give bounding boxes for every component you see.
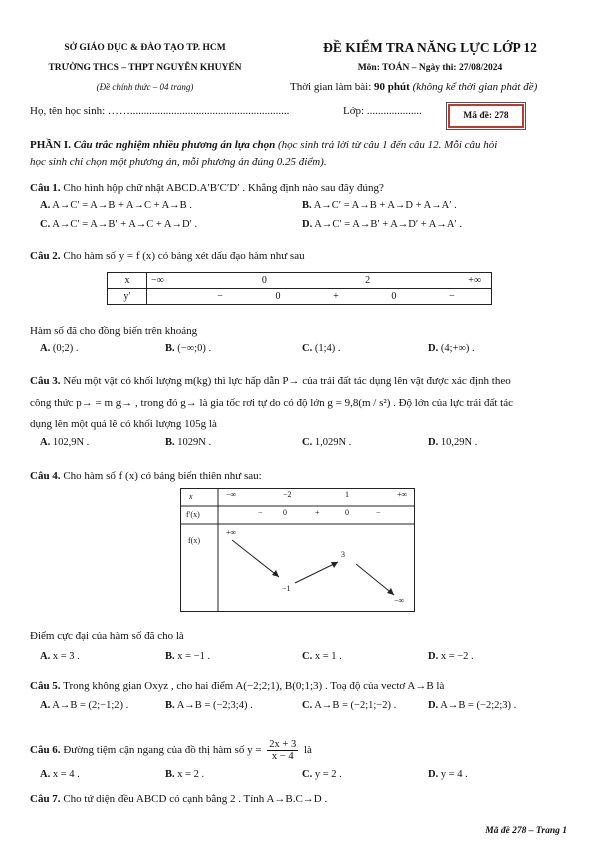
question-6: Câu 6. Đường tiệm cận ngang của đồ thị hàm số y = $\frac{2x + 3}{x - 4}$ là xyxy=(30,739,312,762)
bbt-f-val: −∞ xyxy=(394,596,405,605)
x-val: 2 xyxy=(365,275,371,286)
q1-option-b: B. A→C′ = A→B + A→D + A→A′ . xyxy=(302,200,457,211)
sign-table xyxy=(107,272,492,305)
exam-title: ĐỀ KIỂM TRA NĂNG LỰC LỚP 12 xyxy=(323,40,537,55)
bbt-x-label: x xyxy=(189,492,193,501)
x-val: −∞ xyxy=(151,275,164,286)
q5-option-d: D. A→B = (−2;2;3) . xyxy=(428,700,517,711)
q5-option-b: B. A→B = (−2;3;4) . xyxy=(165,700,253,711)
q4-option-c: C. x = 1 . xyxy=(302,651,342,662)
q6-option-a: A. x = 4 . xyxy=(40,769,80,780)
q1-option-c: C. A→C′ = A→B′ + A→C + A→D′ . xyxy=(40,219,198,230)
question-5: Câu 5. Trong không gian Oxyz , cho hai điểm A(−2;2;1), B(0;1;3) . Toạ độ của vectơ A→B là xyxy=(30,680,445,692)
fraction: $\frac{2x + 3}{x - 4}$ xyxy=(269,739,297,762)
bbt-x-val: +∞ xyxy=(397,490,408,499)
q2-followup: Hàm số đã cho đồng biến trên khoảng xyxy=(30,325,198,337)
part1-note: học sinh chỉ chọn một phương án, mỗi phương án đúng 0.25 điểm). xyxy=(30,156,327,168)
sign-table-x-label: x xyxy=(108,273,147,289)
x-val: 0 xyxy=(261,275,267,286)
school-name: TRƯỜNG THCS – THPT NGUYỄN KHUYẾN xyxy=(48,63,242,73)
bbt-f-label: f(x) xyxy=(188,536,200,545)
question-4: Câu 4. Cho hàm số f (x) có bảng biến thiên như sau: xyxy=(30,470,262,482)
sign-val: 0 xyxy=(275,291,281,302)
variation-table-frame xyxy=(180,488,415,612)
q4-option-b: B. x = −1 . xyxy=(165,651,211,662)
arrow-head xyxy=(387,588,394,595)
increase-arrow xyxy=(295,562,338,583)
q4-option-d: D. x = −2 . xyxy=(428,651,474,662)
sign-val: + xyxy=(333,291,339,302)
official-note: (Đề chính thức – 04 trang) xyxy=(96,82,194,92)
question-3-line3: dụng lên một quả lê có khối lượng 105g là xyxy=(30,418,217,430)
exam-code-box: Mã đề: 278 xyxy=(448,104,524,128)
subject-date: Môn: TOÁN – Ngày thi: 27/08/2024 xyxy=(357,63,503,73)
q4-option-a: A. x = 3 . xyxy=(40,651,80,662)
q3-option-b: B. 1029N . xyxy=(165,437,212,448)
question-3: Câu 3. Nếu một vật có khối lượng m(kg) thì lực hấp dẫn P→ của trái đất tác dụng lên vật được xác định theo xyxy=(30,375,511,387)
q2-option-c: C. (1;4) . xyxy=(302,343,341,354)
q5-option-a: A. A→B = (2;−1;2) . xyxy=(40,700,129,711)
q3-option-d: D. 10,29N . xyxy=(428,437,478,448)
q2-option-a: A. (0;2) . xyxy=(40,343,79,354)
q6-option-b: B. x = 2 . xyxy=(165,769,205,780)
decrease-arrow-2 xyxy=(356,564,394,595)
student-name-field: Họ, tên học sinh: …….......................................................... xyxy=(30,105,290,117)
sign-val: 0 xyxy=(391,291,397,302)
decrease-arrow-1 xyxy=(232,540,279,577)
bbt-x-val: −2 xyxy=(283,490,292,499)
sign-val: − xyxy=(217,291,223,302)
q3-option-a: A. 102,9N . xyxy=(40,437,90,448)
bbt-x-val: −∞ xyxy=(226,490,237,499)
q1-option-a: A. A→C′ = A→B + A→C + A→B . xyxy=(40,200,192,211)
arrow-head xyxy=(272,570,279,577)
q3-option-c: C. 1,029N . xyxy=(302,437,352,448)
department-name: SỞ GIÁO DỤC & ĐÀO TẠO TP. HCM xyxy=(64,43,226,53)
bbt-sign: − xyxy=(258,508,263,517)
question-7: Câu 7. Cho tứ diện đều ABCD có cạnh bằng 2 . Tính A→B.C→D . xyxy=(30,793,328,805)
x-val: +∞ xyxy=(468,275,481,286)
q6-option-c: C. y = 2 . xyxy=(302,769,342,780)
bbt-sign: + xyxy=(315,508,320,517)
question-3-line2: công thức p→ = m g→ , trong đó g→ là gia tốc rơi tự do có độ lớn g = 9,8(m / s²) . Độ lớn của lực trái đất tác xyxy=(30,397,514,409)
question-2: Câu 2. Cho hàm số y = f (x) có bảng xét dấu đạo hàm như sau xyxy=(30,250,305,262)
bbt-f-val: +∞ xyxy=(226,528,237,537)
bbt-sign: 0 xyxy=(345,508,349,517)
bbt-fprime-label: f′(x) xyxy=(186,510,200,519)
bbt-x-val: 1 xyxy=(345,490,349,499)
q2-option-d: D. (4;+∞) . xyxy=(428,343,475,354)
bbt-sign: 0 xyxy=(283,508,287,517)
page-footer: Mã đề 278 – Trang 1 xyxy=(485,826,567,836)
bbt-sign: − xyxy=(376,508,381,517)
sign-val: − xyxy=(449,291,455,302)
q6-option-d: D. y = 4 . xyxy=(428,769,468,780)
sign-table-y-label: y′ xyxy=(108,289,147,305)
question-1: Câu 1. Cho hình hộp chữ nhật ABCD.A′B′C′D′ . Khẳng định nào sau đây đúng? xyxy=(30,182,384,194)
q5-option-c: C. A→B = (−2;1;−2) . xyxy=(302,700,397,711)
class-field: Lớp: .................... xyxy=(343,105,422,117)
bbt-f-val: 3 xyxy=(341,550,345,559)
q1-option-d: D. A→C′ = A→B′ + A→D′ + A→A′ . xyxy=(302,219,462,230)
variation-table xyxy=(180,488,415,612)
q4-followup: Điểm cực đại của hàm số đã cho là xyxy=(30,630,184,642)
q2-option-b: B. (−∞;0) . xyxy=(165,343,212,354)
part1-title: PHẦN I. Câu trắc nghiệm nhiều phương án lựa chọn (học sinh trả lời từ câu 1 đến câu 12. Mỗi câu hỏi xyxy=(30,139,498,151)
time-line: Thời gian làm bài: 90 phút (không kể thời gian phát đề) xyxy=(290,81,538,93)
bbt-f-val: −1 xyxy=(282,584,291,593)
